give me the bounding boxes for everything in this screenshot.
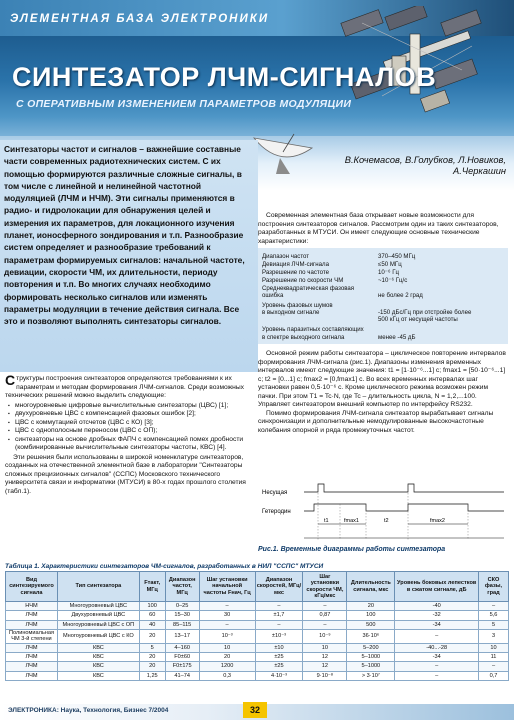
cell: 100 xyxy=(139,602,165,611)
list-item: ▪ двухуровневые ЦВС с компенсацией фазовых ошибок [2]; xyxy=(5,410,255,419)
cell: 0–25 xyxy=(165,602,199,611)
cell: 60 xyxy=(139,611,165,620)
cell: > 3·10⁷ xyxy=(347,671,395,680)
cell: – xyxy=(395,671,479,680)
cell: – xyxy=(303,602,347,611)
heterodyne-trace xyxy=(304,504,504,511)
cell: 10⁻⁹ xyxy=(303,629,347,643)
cell: КВС xyxy=(57,662,139,671)
cell: 0,7 xyxy=(479,671,509,680)
cell: – xyxy=(199,620,255,629)
cell: F0±175 xyxy=(165,662,199,671)
list-item: ▪ синтезаторы на основе дробных ФАПЧ с компенсацией помех дробности (комбинированные вычислительные синтезаторы частоты, КВС) [4]. xyxy=(5,436,255,453)
cell: – xyxy=(199,602,255,611)
table-header: СКО фазы, град xyxy=(479,572,509,602)
cell: 20 xyxy=(139,662,165,671)
table-header: Шаг установки скорости ЧМ, кГц/мкс xyxy=(303,572,347,602)
cell: ±25 xyxy=(255,662,303,671)
label-heterodyne: Гетеродин xyxy=(262,509,291,515)
table-row xyxy=(6,611,509,620)
cell: Многоуровневый ЦВС xyxy=(57,602,139,611)
cell: 85–115 xyxy=(165,620,199,629)
spec-key: Уровень паразитных составляющих xyxy=(262,326,364,333)
cell: Многоуровневый ЦВС с ОП xyxy=(57,620,139,629)
cell: 0,3 xyxy=(199,671,255,680)
spec-key: в выходном сигнале xyxy=(262,309,320,316)
cell: F0±60 xyxy=(165,653,199,662)
cell: 10⁻³ xyxy=(199,629,255,643)
table-header: Диапазон частот, МГц xyxy=(165,572,199,602)
cell: Полиномиальная ЧМ 3-й степени xyxy=(6,629,58,643)
cell: 13–17 xyxy=(165,629,199,643)
cell: Двухуровневый ЦВС xyxy=(57,611,139,620)
authors xyxy=(316,155,506,177)
table-header: Длительность сигнала, мкс xyxy=(347,572,395,602)
carrier-trace xyxy=(304,484,504,492)
list-item: ▪ ЦВС с коммутацией отсчетов (ЦВС с КО) [3]; xyxy=(5,419,255,428)
table-header: Шаг установки начальной частоты Fнач, Гц xyxy=(199,572,255,602)
cell: 4–160 xyxy=(165,643,199,652)
cell: 10 xyxy=(303,643,347,652)
cell: 41–74 xyxy=(165,671,199,680)
cell: 20 xyxy=(199,653,255,662)
cell: 12 xyxy=(303,653,347,662)
cell: 20 xyxy=(139,653,165,662)
cell: ±10⁻³ xyxy=(255,629,303,643)
table-row xyxy=(6,620,509,629)
cell: 5–1000 xyxy=(347,653,395,662)
cell: 36·10⁶ xyxy=(347,629,395,643)
specs-table xyxy=(5,571,509,681)
cell: -40...-28 xyxy=(395,643,479,652)
solutions-list xyxy=(5,402,255,453)
article-subtitle: С ОПЕРАТИВНЫМ ИЗМЕНЕНИЕМ ПАРАМЕТРОВ МОДУЛЯЦИИ xyxy=(16,98,352,110)
left-paragraph-2: Эти решения были использованы в широкой номенклатуре синтезаторов, созданных на отечественной элементной базе в лаборатории "Синтезаторы сложных прецизионных сигналов" (ССПС) Московского технического университета связи и информатики (МТУСИ) в 80-х годах прошлого столетия (табл.1). xyxy=(5,453,246,495)
label-carrier: Несущая xyxy=(262,490,288,496)
cell: ±25 xyxy=(255,653,303,662)
lead-paragraph: Синтезаторы частот и сигналов – важнейшие составные части современных радиотехнических систем. С их помощью формируются различные сложные сигналы, в том числе с линейной и нелинейной частотной модуляцией (ЛЧМ и НЧМ). Эти сигналы применяются в радио- и гидролокации для обнаружения целей и измерения их параметров, для локационного изучения планет, ионосферного зондирования и т.п. Разнообразие систем определяет и разнообразие требований к параметрам формируемых сигналов: начальной частоте, девиации, скорости ЧМ, их длительности, периоду повторения и т.п. Во многих случаях необходимо формировать несколько сигналов или изменять параметры модуляции в течение действия сигнала. Все это и позволяют выполнять синтезаторы сигналов. xyxy=(4,144,245,327)
spec-value: ≤50 МГц xyxy=(378,261,402,268)
label-tmax1: fmax1 xyxy=(344,518,359,524)
list-item: ▪ многоуровневые цифровые вычислительные синтезаторы (ЦВС) [1]; xyxy=(5,402,255,411)
cell: 11 xyxy=(479,653,509,662)
cell: – xyxy=(479,602,509,611)
label-t2: t2 xyxy=(384,518,389,524)
spec-value: 10⁻⁶ Гц xyxy=(378,269,399,276)
table-header: Fтакт, МГц xyxy=(139,572,165,602)
table-header: Вид синтезируемого сигнала xyxy=(6,572,58,602)
left-paragraph-1: труктуры построения синтезаторов определяются требованиями к их параметрам и методам формирования ЛЧМ-сигналов. Среди возможных технических решений можно выделить следующие: xyxy=(5,375,245,399)
cell: 5–200 xyxy=(347,643,395,652)
satellite-dish-image xyxy=(250,128,320,176)
table-header-row xyxy=(6,572,509,602)
cell: ЛЧМ xyxy=(6,671,58,680)
table-header: Уровень боковых лепестков в сжатом сигнале, дБ xyxy=(395,572,479,602)
spec-key: ошибка xyxy=(262,292,284,299)
cell: ЛЧМ xyxy=(6,653,58,662)
label-tmax2: fmax2 xyxy=(430,518,445,524)
spec-key: Разрешение по скорости ЧМ xyxy=(262,277,344,284)
spec-key: Уровень фазовых шумов xyxy=(262,302,333,309)
cell: – xyxy=(255,620,303,629)
table-row xyxy=(6,662,509,671)
table-row xyxy=(6,653,509,662)
cell: ±10 xyxy=(255,643,303,652)
cell: -34 xyxy=(395,620,479,629)
cell: 4·10⁻³ xyxy=(255,671,303,680)
cell: ЛЧМ xyxy=(6,611,58,620)
cell: Многоуровневый ЦВС с КО xyxy=(57,629,139,643)
cell: КВС xyxy=(57,671,139,680)
cell: 40 xyxy=(139,620,165,629)
cell: – xyxy=(479,662,509,671)
cell: 20 xyxy=(347,602,395,611)
cell: 5–1000 xyxy=(347,662,395,671)
cell: -40 xyxy=(395,602,479,611)
cell: 30 xyxy=(199,611,255,620)
cell: 5 xyxy=(139,643,165,652)
spec-value: 370–450 МГц xyxy=(378,253,416,260)
figure-caption: Рис.1. Временные диаграммы работы синтезатора xyxy=(258,546,446,553)
rubric-text: ЭЛЕМЕНТНАЯ БАЗА ЭЛЕКТРОНИКИ xyxy=(10,13,270,25)
cell: 500 xyxy=(347,620,395,629)
cell: ЛЧМ xyxy=(6,662,58,671)
page-number: 32 xyxy=(243,702,267,718)
cell: – xyxy=(255,602,303,611)
spec-key: Среднеквадратическая фазовая xyxy=(262,285,355,292)
cell: -34 xyxy=(395,653,479,662)
spec-key: Разрешение по частоте xyxy=(262,269,329,276)
cell: КВС xyxy=(57,643,139,652)
spec-key: Диапазон частот xyxy=(262,253,310,260)
right-paragraph-1: Основной режим работы синтезатора – циклическое повторение интервалов формирования ЛЧМ-сигнала (рис.1). Диапазоны изменения временных интервалов имеют следующие значения: t1 = [1·10⁻⁶...1] с; fmax1 = [50·10⁻⁶...1] с; t2 = [0...1] с; fmax2 = [0,fmax1] с. Во всех временных интервалах шаг установки равен 0,5·10⁻⁶ с. Кроме циклического режима возможен режим пачки. При этом T1 = Tc·N, где Tc – длительность цикла, N = 1,2,...100. Управляет синтезатором внешний компьютер по интерфейсу RS232. xyxy=(258,350,506,408)
cell: НЧМ xyxy=(6,602,58,611)
cell: 5,6 xyxy=(479,611,509,620)
cell: 15–30 xyxy=(165,611,199,620)
timing-diagram xyxy=(258,480,508,544)
spec-key: в спектре выходного сигнала xyxy=(262,334,345,341)
spec-value: менее -45 дБ xyxy=(378,334,416,341)
authors-line-2: А.Черкашин xyxy=(453,166,506,176)
cell: ЛЧМ xyxy=(6,643,58,652)
cell: ЛЧМ xyxy=(6,620,58,629)
cell: 100 xyxy=(347,611,395,620)
spec-value: 500 кГц от несущей частоты xyxy=(378,316,458,323)
cell: – xyxy=(303,620,347,629)
cell: – xyxy=(395,629,479,643)
table-row xyxy=(6,671,509,680)
cell: КВС xyxy=(57,653,139,662)
cell: – xyxy=(395,662,479,671)
table-row xyxy=(6,629,509,643)
cell: 10 xyxy=(479,643,509,652)
table-row xyxy=(6,643,509,652)
cell: 20 xyxy=(139,629,165,643)
cell: 3 xyxy=(479,629,509,643)
spec-value: -150 дБс/Гц при отстройке более xyxy=(378,309,472,316)
table-caption: Таблица 1. Характеристики синтезаторов ЧМ-сигналов, разработанных в НИЛ "ССПС" МТУСИ xyxy=(5,563,324,570)
spec-key: Девиация ЛЧМ-сигнала xyxy=(262,261,329,268)
list-item: ▪ ЦВС с однополосным переносом (ЦВС с ОП); xyxy=(5,427,255,436)
cell: 10 xyxy=(199,643,255,652)
cell: 12 xyxy=(303,662,347,671)
cell: 9·10⁻⁸ xyxy=(303,671,347,680)
journal-name: ЭЛЕКТРОНИКА: Наука, Технология, Бизнес 7/2004 xyxy=(8,707,169,714)
right-paragraph-2: Помимо формирования ЛЧМ-сигнала синтезатор вырабатывает сигналы синхронизации и дополнительные немодулированные высокочастотные колебания опорной и ряда промежуточных частот. xyxy=(258,409,494,434)
table-row xyxy=(6,602,509,611)
cell: 1,25 xyxy=(139,671,165,680)
label-t1: t1 xyxy=(324,518,329,524)
spec-value: не более 2 град xyxy=(378,292,423,299)
cell: -32 xyxy=(395,611,479,620)
cell: 0,87 xyxy=(303,611,347,620)
article-title: СИНТЕЗАТОР ЛЧМ-СИГНАЛОВ xyxy=(12,62,437,92)
cell: 1200 xyxy=(199,662,255,671)
right-intro-paragraph: Современная элементная база открывает новые возможности для построения синтезаторов сигналов. Рассмотрим один из таких синтезаторов, разработанных в МТУСИ. Он имеет следующие основные технические характеристики: xyxy=(258,212,499,245)
table-header: Диапазон скоростей, МГц/мкс xyxy=(255,572,303,602)
spec-value: ~10⁻⁶ Гц/с xyxy=(378,277,408,284)
right-column-body xyxy=(258,350,508,435)
authors-line-1: В.Кочемасов, В.Голубков, Л.Новиков, xyxy=(344,155,506,165)
left-column-body xyxy=(5,372,255,496)
table-header: Тип синтезатора xyxy=(57,572,139,602)
cell: 5 xyxy=(479,620,509,629)
cell: ±1,7 xyxy=(255,611,303,620)
dropcap: С xyxy=(5,372,16,388)
